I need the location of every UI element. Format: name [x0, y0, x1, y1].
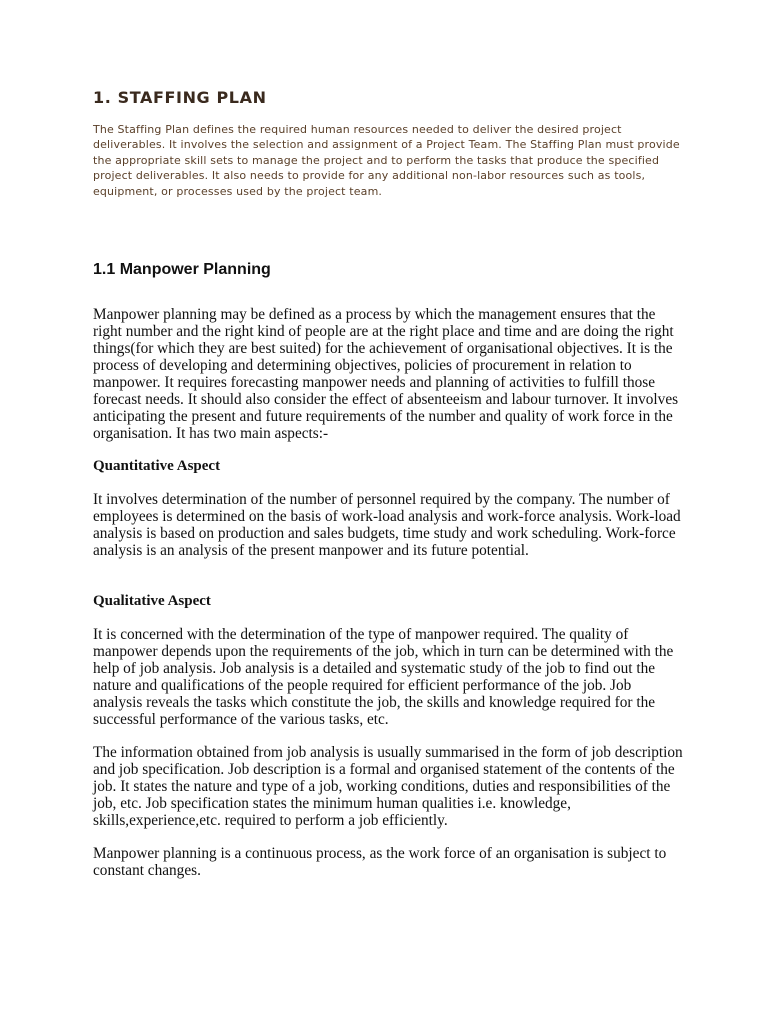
- qualitative-aspect-heading: Qualitative Aspect: [93, 593, 211, 609]
- quantitative-aspect-heading: Quantitative Aspect: [93, 458, 221, 474]
- staffing-plan-intro: The Staffing Plan defines the required human resources needed to deliver the desired project deliverables. It involves the selection and assignment of a Project Team. The Staffing Plan must provide the appropriate skill sets to manage the project and to perform the tasks that produce the specified project deliverables. It also needs to provide for any additional non-labor resources such as tools, equipment, or processes used by the project team.: [93, 123, 680, 198]
- closing-paragraph: Manpower planning is a continuous process, as the work force of an organisation is subject to constant changes.: [93, 845, 667, 879]
- manpower-planning-paragraph: Manpower planning may be defined as a process by which the management ensures that the right number and the right kind of people are at the right place and time and are doing the right things(for which they are best suited) for the achievement of organisational objectives. It is the process of developing and determining objectives, policies of procurement in relation to manpower. It requires forecasting manpower needs and planning of activities to fulfill those forecast needs. It should also consider the effect of absenteeism and labour turnover. It involves anticipating the present and future requirements of the number and quality of work force in the organisation. It has two main aspects:-: [93, 306, 679, 442]
- quantitative-aspect-paragraph: It involves determination of the number of personnel required by the company. The number of employees is determined on the basis of work-load analysis and work-force analysis. Work-load analysis is based on production and sales budgets, time study and work scheduling. Work-force analysis is an analysis of the present manpower and its future potential.: [93, 491, 681, 559]
- section-title: 1. STAFFING PLAN: [93, 88, 267, 107]
- job-analysis-paragraph: The information obtained from job analysis is usually summarised in the form of job description and job specification. Job description is a formal and organised statement of the contents of the job. It states the nature and type of a job, working conditions, duties and responsibilities of the job, etc. Job specification states the minimum human qualities i.e. knowledge, skills,experience,etc. required to perform a job efficiently.: [93, 744, 683, 829]
- subsection-title: 1.1 Manpower Planning: [93, 261, 271, 278]
- qualitative-aspect-paragraph: It is concerned with the determination of the type of manpower required. The quality of manpower depends upon the requirements of the job, which in turn can be determined with the help of job analysis. Job analysis is a detailed and systematic study of the job to find out the nature and qualifications of the people required for efficient performance of the job. Job analysis reveals the tasks which constitute the job, the skills and knowledge required for the successful performance of the various tasks, etc.: [93, 626, 674, 728]
